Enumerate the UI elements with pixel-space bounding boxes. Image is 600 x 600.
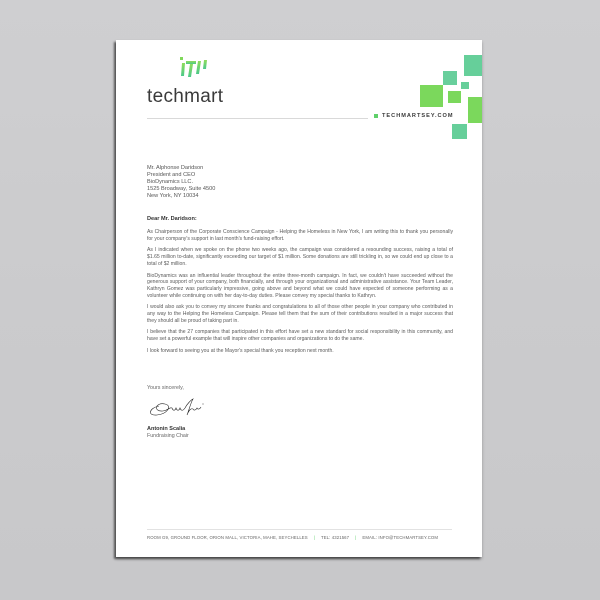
- paragraph: As I indicated when we spoke on the phone two weeks ago, the campaign was considered a resounding success, raising a total of $1.65 million to-date, significantly exceeding our target of $1 million. Some donations are still trickling in, so we could end up close to a total of $2 million.: [147, 247, 453, 267]
- paragraph: BioDynamics was an influential leader throughout the entire three-month campaign. In fact, we couldn't have succeeded without the generous support of your company, both financially, and through your organizational and administrative assistance. Your Team Leader, Kathryn Gomez was particularly impressive, going above and beyond what we could have expected of someone performing as a volunteer while continuing on with her day-to-day duties. Please convey my special thanks to Kathryn.: [147, 272, 453, 299]
- recipient-line: 1525 Broadway, Suite 4500: [147, 186, 216, 192]
- decor-square: [468, 97, 482, 123]
- recipient-line: President and CEO: [147, 172, 196, 178]
- signature-icon: [145, 396, 211, 418]
- footer-divider: [147, 529, 452, 530]
- paragraph: As Chairperson of the Corporate Conscience Campaign - Helping the Homeless in New York, I am writing this to thank you personally for your company's support in last month's fund-raising effort.: [147, 229, 453, 242]
- recipient-address: [147, 165, 215, 200]
- letterhead-page: [116, 40, 482, 557]
- signer-title: Fundraising Chair: [147, 433, 189, 439]
- decor-square: [448, 91, 461, 103]
- website-label: [374, 113, 454, 119]
- closing: Yours sincerely,: [147, 385, 184, 391]
- brand-wordmark: techmart: [147, 86, 224, 107]
- bullet-icon: [374, 114, 378, 118]
- decor-square: [443, 71, 457, 85]
- footer-email: EMAIL: INFO@TECHMARTSEY.COM: [362, 535, 439, 540]
- separator: |: [313, 535, 315, 540]
- footer-tel: TEL: 4321567: [320, 535, 350, 540]
- website-text: TECHMARTSEY.COM: [382, 113, 454, 119]
- paragraph: I believe that the 27 companies that participated in this effort have set a new standard for social responsibility in this community, and have set a powerful example that will inspire other companies and organizations to do the same.: [147, 329, 453, 343]
- separator: |: [355, 535, 357, 540]
- paragraph: I look forward to seeing you at the Mayor's special thank you reception next month.: [147, 347, 334, 354]
- recipient-line: BioDynamics LLC.: [147, 179, 194, 185]
- recipient-line: New York, NY 10034: [147, 193, 199, 199]
- salutation: Dear Mr. Daridson:: [147, 216, 197, 222]
- header-divider: [147, 118, 368, 119]
- signer-name: Antonin Scalia: [147, 426, 186, 432]
- recipient-line: Mr. Alphonse Daridson: [147, 165, 204, 171]
- techmart-logo-icon: [179, 56, 209, 78]
- letter-body: [147, 229, 453, 360]
- footer-address: ROOM G9, GROUND FLOOR, ORION MALL, VICTORIA, MAHE, SEYCHELLES: [147, 535, 308, 540]
- paragraph: I would also ask you to convey my sincere thanks and congratulations to all of those other people in your company who contributed in any way to the Helping the Homeless Campaign. Please tell them that the sum of their contributions resulted in a major success that they should all be proud of taking part in.: [147, 304, 453, 324]
- decor-square: [420, 85, 443, 107]
- decor-square: [452, 124, 467, 139]
- footer-contact: [147, 535, 438, 540]
- decor-square: [464, 55, 482, 76]
- decor-square: [461, 82, 469, 89]
